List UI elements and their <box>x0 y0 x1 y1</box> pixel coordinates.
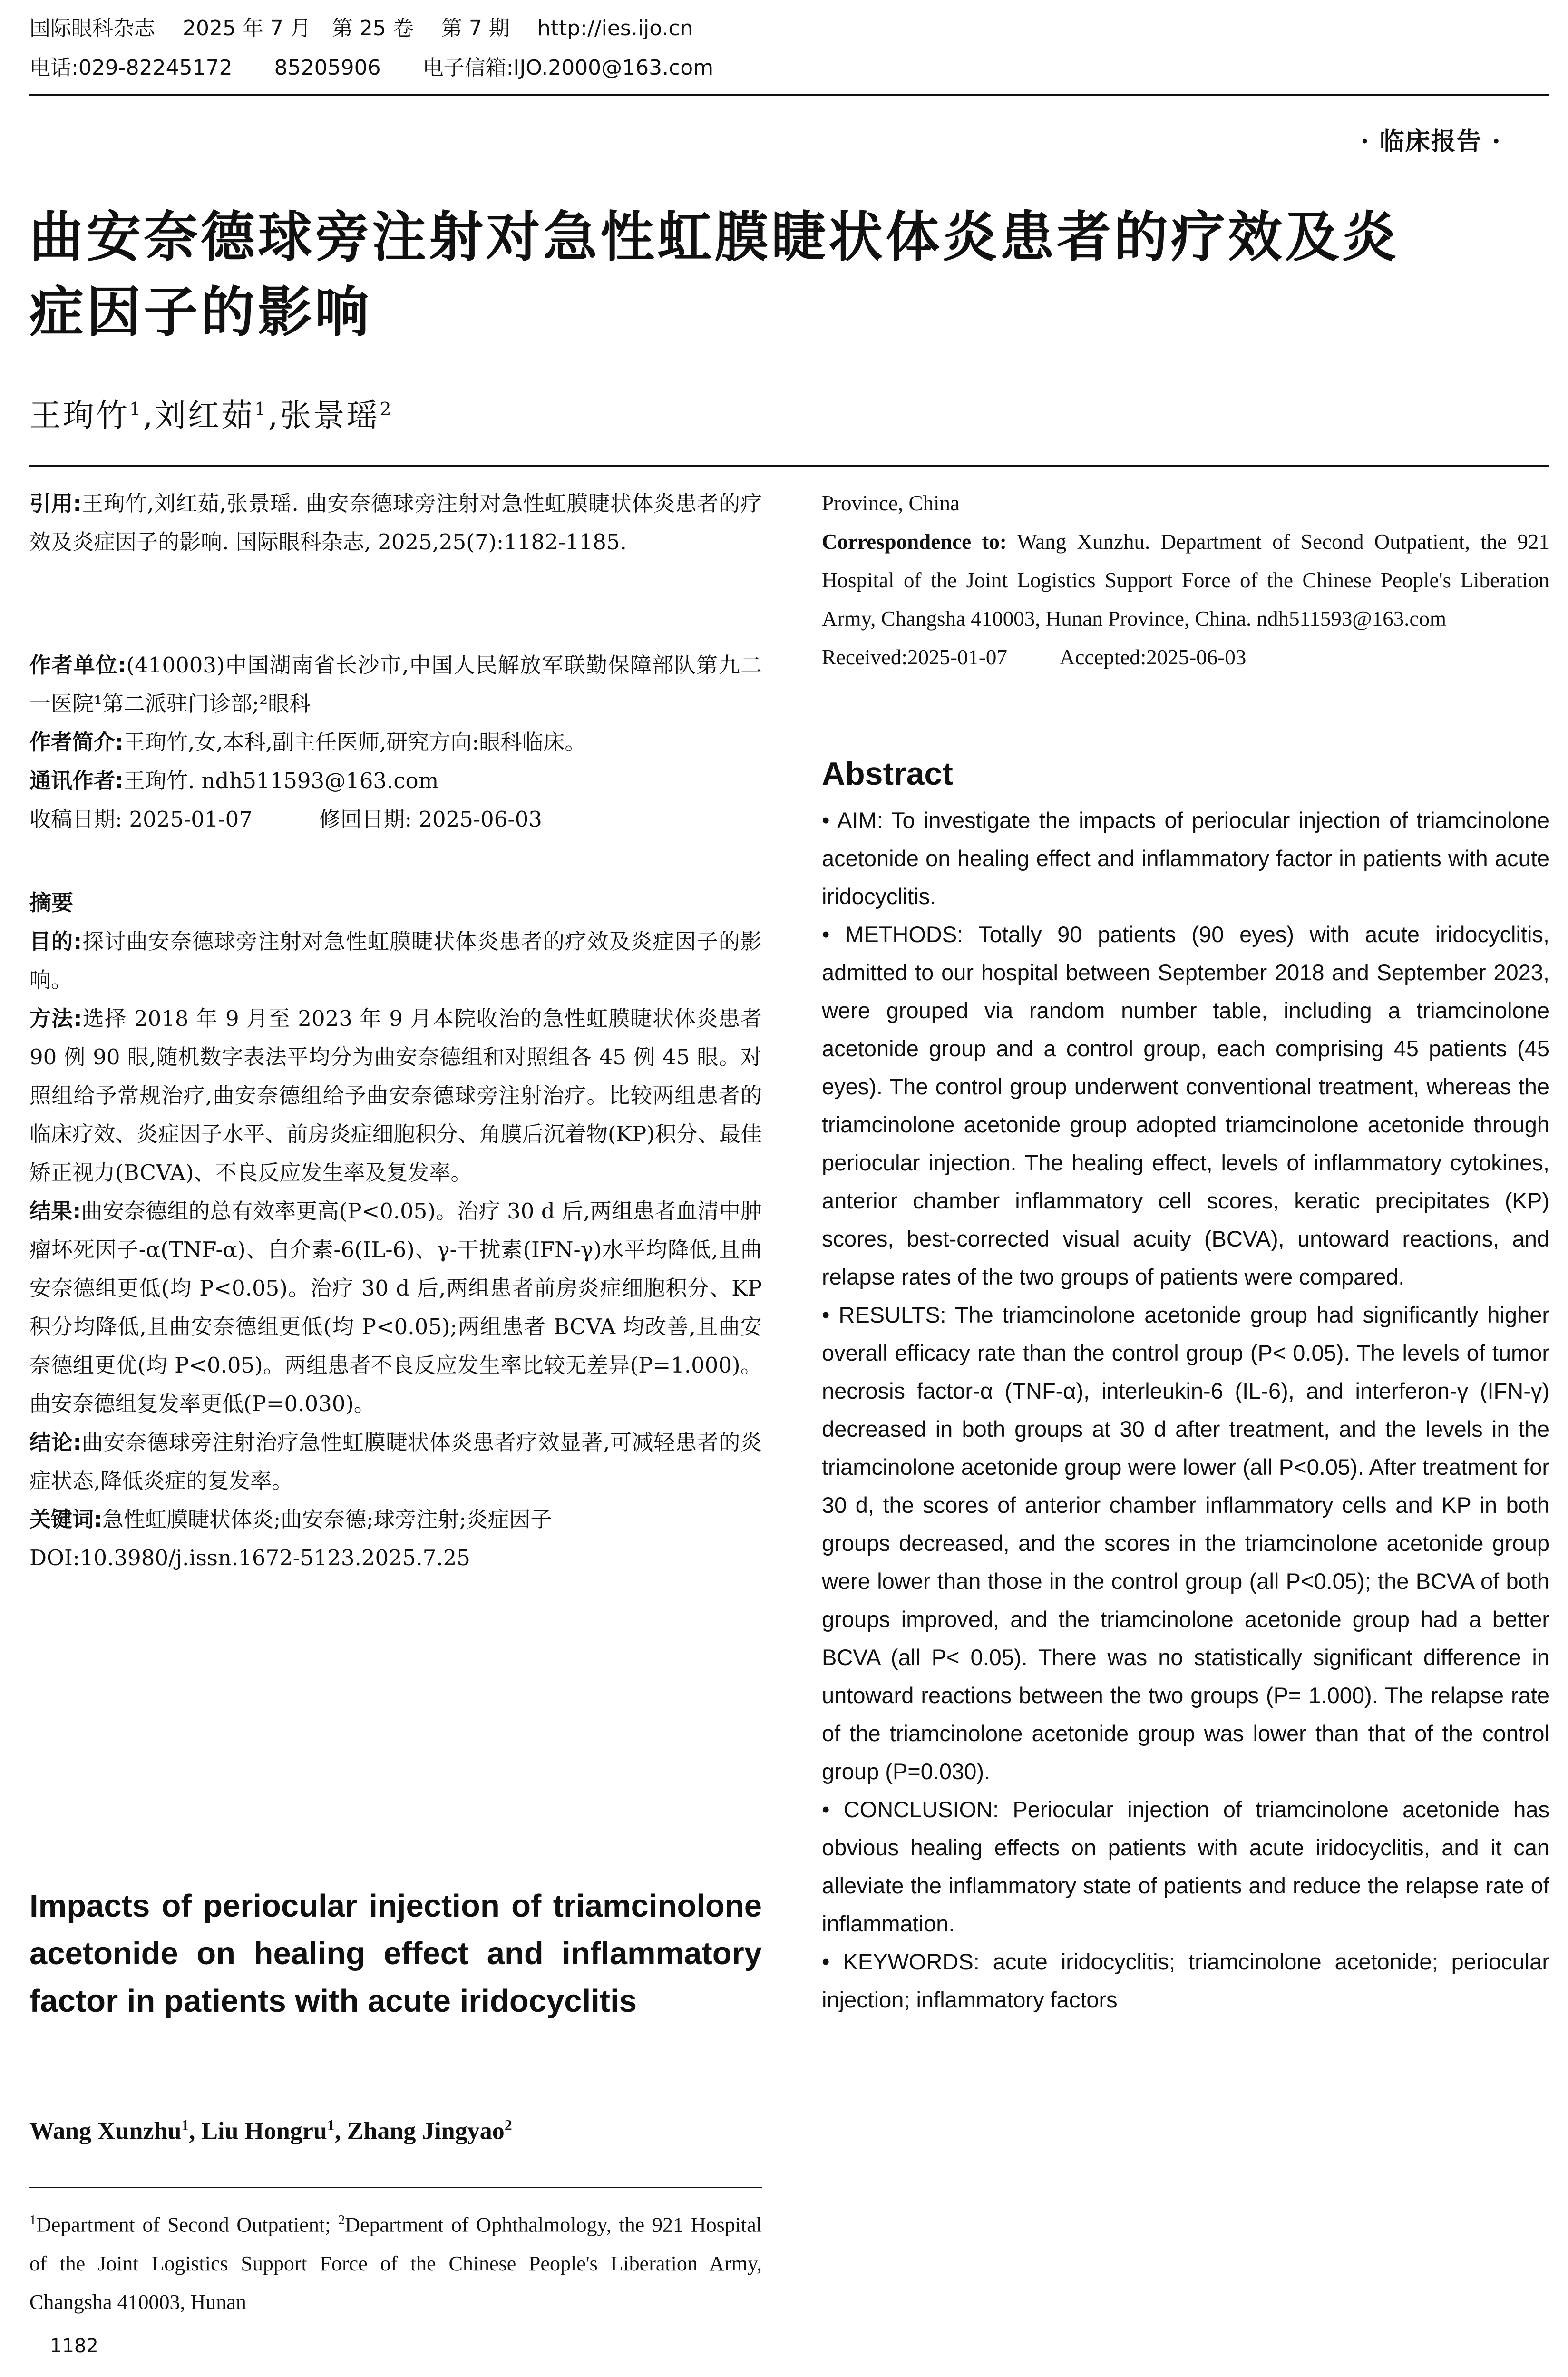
conclusion-label: 结论: <box>29 1430 82 1455</box>
abstract-keywords: • KEYWORDS: acute iridocyclitis; triamcinolone acetonide; periocular injection; inflammatory factors <box>822 1949 1549 2012</box>
author-cn-sup: 1 <box>129 399 143 419</box>
author-en-name: Zhang Jingyao <box>347 2117 505 2145</box>
citation-label: 引用: <box>29 491 82 516</box>
doi: DOI:10.3980/j.issn.1672-5123.2025.7.25 <box>29 1545 470 1570</box>
right-column-top <box>822 484 1549 677</box>
purpose-label: 目的: <box>29 929 82 954</box>
received-en: Received:2025-01-07 <box>822 645 1007 669</box>
unit-text: (410003)中国湖南省长沙市,中国人民解放军联勤保障部队第九二一医院¹第二派驻门诊部;²眼科 <box>29 653 762 716</box>
accepted-en: Accepted:2025-06-03 <box>1059 645 1247 669</box>
keywords-label: 关键词: <box>29 1507 102 1532</box>
title-cn-line2: 症因子的影响 <box>29 281 372 344</box>
english-affiliation <box>29 2201 762 2321</box>
title-rule <box>29 465 1549 467</box>
abstract-cn <box>29 884 762 1577</box>
corr-label: 通讯作者: <box>29 768 124 793</box>
affiliation-rule <box>29 2187 762 2188</box>
method-label: 方法: <box>29 1006 82 1031</box>
affil-part2: Department of Ophthalmology, the 921 Hospital of the Joint Logistics Support Force of the Chinese People's Liberation Army, Changsha 410003, Hunan <box>29 2213 762 2314</box>
journal-header-line1: 国际眼科杂志 2025 年 7 月 第 25 卷 第 7 期 http://ies.ijo.cn <box>29 16 693 40</box>
author-cn-name: 王珣竹 <box>29 397 129 434</box>
bio-text: 王珣竹,女,本科,副主任医师,研究方向:眼科临床。 <box>124 730 586 755</box>
title-cn-line1: 曲安奈德球旁注射对急性虹膜睫状体炎患者的疗效及炎 <box>29 205 1400 269</box>
abstract-results: • RESULTS: The triamcinolone acetonide group had significantly higher overall efficacy rate than the control group (P< 0.05). The levels of tumor necrosis factor-α (TNF-α), interleukin-6 (IL-6), and interferon-γ (IFN-γ) decreased in both groups at 30 d after treatment, and the levels in the triamcinolone acetonide group were lower (all P<0.05). After treatment for 30 d, the scores of anterior chamber inflammatory cells and KP in both groups decreased, and the scores in the triamcinolone acetonide group were lower than those in the control group (all P<0.05); the BCVA of both groups improved, and the triamcinolone acetonide group had a better BCVA (all P< 0.05). There was no statistically significant difference in untoward reactions between the two groups (P= 1.000). The relapse rate of the triamcinolone acetonide group was lower than that of the control group (P=0.030). <box>822 1302 1549 1784</box>
english-authors: Wang Xunzhu$^1$, Liu Hongru$^1$, Zhang Jingyao$^2$ <box>29 2116 512 2145</box>
abstract-en-heading: Abstract <box>822 756 953 792</box>
abstract-cn-heading: 摘要 <box>29 890 73 916</box>
abstract-aim: • AIM: To investigate the impacts of periocular injection of triamcinolone acetonide on healing effect and inflammatory factor in patients with acute iridocyclitis. <box>822 808 1549 909</box>
result-label: 结果: <box>29 1198 81 1224</box>
journal-header-line2: 电话:029-82245172 85205906 电子信箱:IJO.2000@163.com <box>29 56 714 80</box>
header-rule <box>29 94 1549 96</box>
purpose-text: 探讨曲安奈德球旁注射对急性虹膜睫状体炎患者的疗效及炎症因子的影响。 <box>29 929 762 993</box>
author-cn-sup: 1 <box>254 399 268 419</box>
unit-label: 作者单位: <box>29 653 127 678</box>
abstract-conclusion: • CONCLUSION: Periocular injection of triamcinolone acetonide has obvious healing effects on patients with acute iridocyclitis, and it can alleviate the inflammatory state of patients and reduce the relapse rate of inflammation. <box>822 1797 1549 1936</box>
result-text: 曲安奈德组的总有效率更高(P<0.05)。治疗 30 d 后,两组患者血清中肿瘤坏死因子-α(TNF-α)、白介素-6(IL-6)、γ-干扰素(IFN-γ)水平均降低,且曲安奈德组更低(均 P<0.05)。治疗 30 d 后,两组患者前房炎症细胞积分、KP 积分均降低,且曲安奈德组更低(均 P<0.05);两组患者 BCVA 均改善,且曲安奈德组更优(均 P<0.05)。两组患者不良反应发生率比较无差异(P=1.000)。曲安奈德组复发率更低(P=0.030)。 <box>29 1198 762 1416</box>
method-text: 选择 2018 年 9 月至 2023 年 9 月本院收治的急性虹膜睫状体炎患者 90 例 90 眼,随机数字表法平均分为曲安奈德组和对照组各 45 例 45 眼。对照组给予常规治疗,曲安奈德组给予曲安奈德球旁注射治疗。比较两组患者的临床疗效、炎症因子水平、前房炎症细胞积分、角膜后沉着物(KP)积分、最佳矫正视力(BCVA)、不良反应发生率及复发率。 <box>29 1006 762 1185</box>
bio-label: 作者简介: <box>29 730 124 755</box>
correspondence-text: Wang Xunzhu. Department of Second Outpatient, the 921 Hospital of the Joint Logistics Support Force of the Chinese People's Liberation Army, Changsha 410003, Hunan Province, China. ndh511593@163.com <box>822 530 1549 631</box>
affil-sup1: 1 <box>29 2213 36 2228</box>
authors-cn: 王珣竹$^1$,刘红茹$^1$,张景瑶$^2$ <box>29 397 393 434</box>
affiliation-continued: Province, China <box>822 491 960 515</box>
corr-text: 王珣竹. ndh511593@163.com <box>124 768 439 793</box>
author-cn-name: 张景瑶 <box>280 397 380 434</box>
english-title: Impacts of periocular injection of triamcinolone acetonide on healing effect and inflammatory factor in patients with acute iridocyclitis <box>29 1888 762 2019</box>
citation-text: 王珣竹,刘红茹,张景瑶. 曲安奈德球旁注射对急性虹膜睫状体炎患者的疗效及炎症因子的影响. 国际眼科杂志, 2025,25(7):1182-1185. <box>29 491 762 555</box>
author-en-name: Wang Xunzhu <box>29 2117 182 2145</box>
affil-part1: Department of Second Outpatient; <box>36 2213 339 2237</box>
received-date: 收稿日期: 2025-01-07 <box>29 807 253 832</box>
author-en-sup: 1 <box>327 2116 335 2133</box>
correspondence-label: Correspondence to: <box>822 530 1007 554</box>
author-en-name: Liu Hongru <box>201 2117 327 2145</box>
abstract-en-body <box>822 801 1549 2019</box>
revised-date: 修回日期: 2025-06-03 <box>319 807 542 832</box>
abstract-methods: • METHODS: Totally 90 patients (90 eyes) with acute iridocyclitis, admitted to our hospital between September 2018 and September 2023, were grouped via random number table, including a triamcinolone acetonide group and a control group, each comprising 45 patients (45 eyes). The control group underwent conventional treatment, whereas the triamcinolone acetonide group adopted triamcinolone acetonide through periocular injection. The healing effect, levels of inflammatory cytokines, anterior chamber inflammatory cell scores, keratic precipitates (KP) scores, best-corrected visual acuity (BCVA), untoward reactions, and relapse rates of the two groups of patients were compared. <box>822 922 1549 1289</box>
author-info-block <box>29 646 762 838</box>
section-tag: · 临床报告 · <box>1360 127 1501 156</box>
author-cn-sup: 2 <box>380 399 393 419</box>
page-number: 1182 <box>50 2335 98 2357</box>
conclusion-text: 曲安奈德球旁注射治疗急性虹膜睫状体炎患者疗效显著,可减轻患者的炎症状态,降低炎症的复发率。 <box>29 1430 762 1493</box>
affil-sup2: 2 <box>338 2213 345 2228</box>
author-en-sup: 2 <box>504 2116 512 2133</box>
author-cn-name: 刘红茹 <box>155 397 255 434</box>
author-en-sup: 1 <box>181 2116 189 2133</box>
citation-block <box>29 484 762 561</box>
keywords-text: 急性虹膜睫状体炎;曲安奈德;球旁注射;炎症因子 <box>102 1507 552 1532</box>
